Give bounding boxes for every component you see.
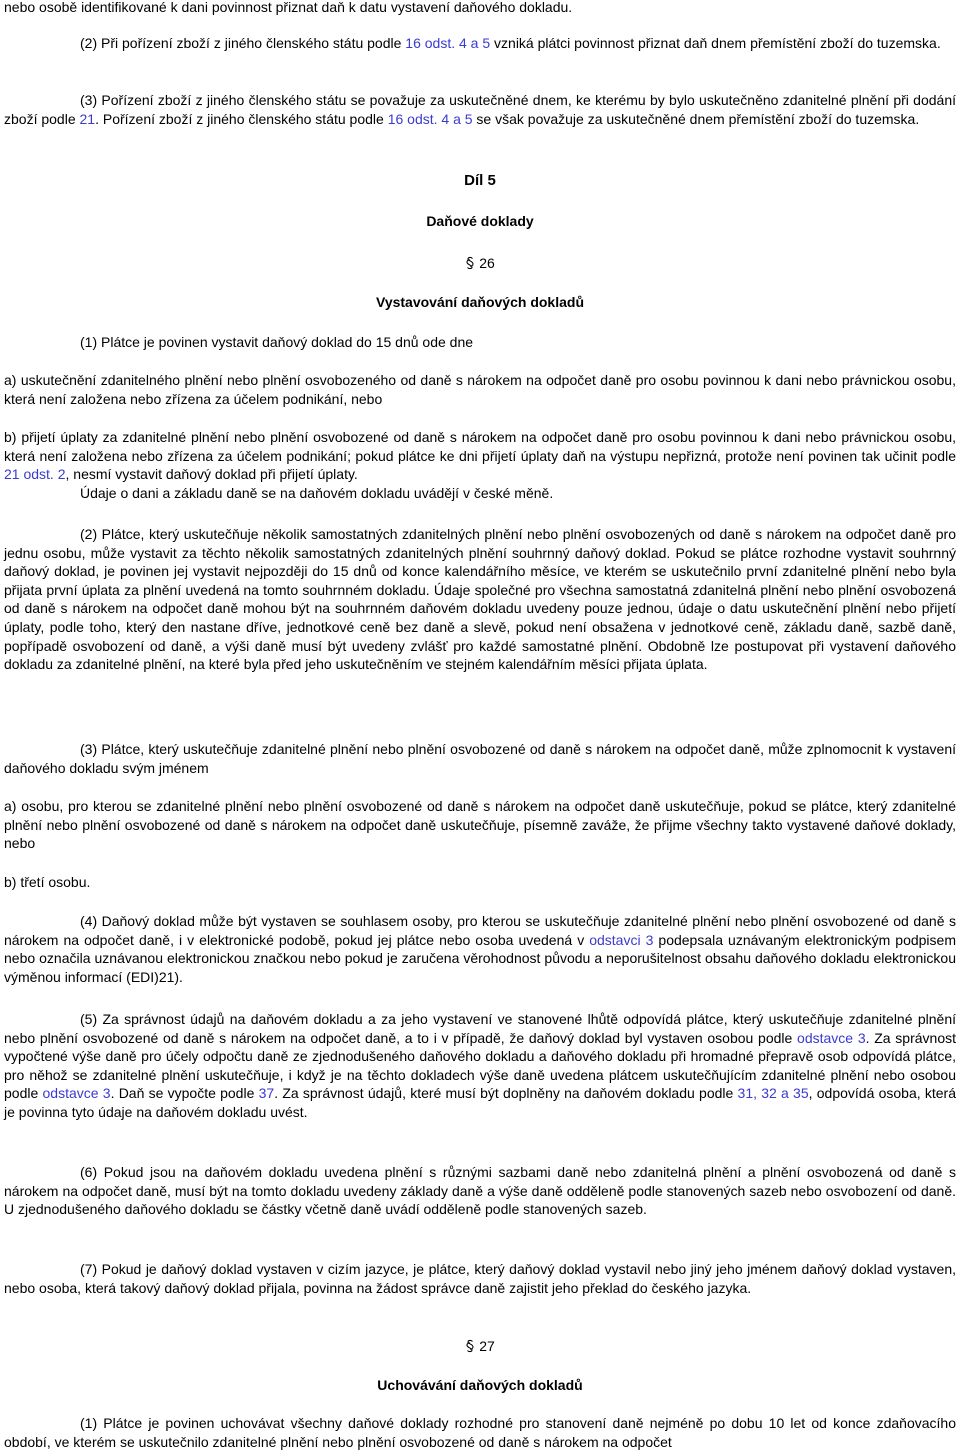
section-title: Uchovávání daňových dokladů: [377, 1377, 583, 1393]
link-text: 16 odst. 4 a 5: [405, 35, 491, 51]
link-text: 37: [258, 1085, 275, 1102]
link-text: 31, 32 a 35: [737, 1085, 809, 1102]
paragraph-ref-link[interactable]: [738, 1085, 809, 1101]
section-sign-icon: [465, 256, 475, 270]
text: podepsala uznávaným elektronickým podpisem nebo označila uznávanou elektronickou značkou nebo pokud je zaručena věrohodnost původu a neporušitelnost obsahu daňového dokladu elektronickou výměnou informací (EDI)21).: [4, 931, 956, 985]
text: . Za správnost vypočtené výše daně pro účely odpočtu daně ze zjednodušeného daňového dokladu a daňového dokladu při hromadné přepravě osob odpovídá plátce, pro něhož se zdanitelné plnění uskutečňuje, i když je na těchto dokladech výše daně uvedena plátcem uskutečňujícím zdanitelné plnění nebo osobou podle: [4, 1029, 957, 1102]
link-text: 21: [79, 110, 96, 127]
link-text: 21 odst. 2: [4, 466, 66, 483]
paragraph: [4, 525, 956, 674]
paragraph-ref-link[interactable]: [80, 111, 96, 127]
paragraph: [4, 1010, 956, 1122]
text: (1) Plátce je povinen vystavit daňový doklad do 15 dnů ode dne: [80, 334, 474, 350]
text: . Daň se vypočte podle: [110, 1085, 259, 1102]
section-title: Vystavování daňových dokladů: [376, 294, 584, 310]
paragraph: [4, 371, 956, 408]
link-text: odstavce 3: [42, 1085, 111, 1102]
section-number: [4, 254, 956, 273]
text: (3) Pořízení zboží z jiného členského státu se považuje za uskutečněné dnem, ke kterému by bylo uskutečněno zdanitelné plnění při dodání zboží podle: [4, 92, 956, 127]
paragraph: [4, 912, 956, 986]
text: (7) Pokud je daňový doklad vystaven v cizím jazyce, je plátce, který daňový doklad vystavil nebo jiný jeho jménem daňový doklad vystaven, nebo osoba, která takový daňový doklad přijala, povinna na žádost správce daně zajistit jeho překlad do českého jazyka.: [4, 1261, 956, 1296]
paragraph: [4, 740, 956, 777]
paragraph: [4, 91, 956, 128]
text: b) přijetí úplaty za zdanitelné plnění nebo plnění osvobozené od daně s nárokem na odpočet daně pro osobu povinnou k dani nebo právnickou osobu, která není založena nebo zřízena za účelem podnikání; pokud plátce ke dni přijetí úplaty daň na výstupu nepřiznά, protože není povinen tak učinit podle: [4, 429, 956, 464]
paragraph: [4, 0, 956, 17]
text: nebo osobě identifikované k dani povinnost přiznat daň k datu vystavení daňového dokladu.: [4, 0, 573, 15]
link-text: 16 odst. 4 a 5: [387, 110, 473, 127]
text: (2) Plátce, který uskutečňuje několik samostatných zdanitelných plnění nebo plnění osvobozených od daně s nárokem na odpočet daně pro jednu osobu, může vystavit za těchto několik samostatných zdanitelných plnění souhrnný daňový doklad. Pokud se plátce rozhodne vystavit souhrnný daňový doklad, je povinen jej vystavit nejpozději do 15 dnů od konce kalendářního měsíce, ve kterém se uskutečnilo první zdanitelné plnění nebo byla přijata první úplata za plnění uvedená na tomto souhrnném dokladu. Údaje společné pro všechna samostatná zdanitelná plnění nebo plnění osvobozená od daně s nárokem na odpočet daně mohou být na souhrnném daňovém dokladu uvedeny pouze jednou, údaje o datu uskutečnění plnění nebo přijetí úplaty, podle toho, který den nastane dříve, jednotkové ceně bez daně a slevě, pokud není obsažena v jednotkové ceně, základu daně, sazbě daně, popřípadě osvobození od daně, a výši daně musí být uvedeny zvlášť pro každé samostatné plnění. Obdobně lze postupovat při vystavení daňového dokladu za zdanitelné plnění, na které byla před jeho uskutečněním ve stejném kalendářním měsíci přijata úplata.: [4, 526, 956, 673]
section-number: [4, 1337, 956, 1356]
paragraph-ref-link[interactable]: [405, 35, 490, 51]
text: a) osobu, pro kterou se zdanitelné plnění nebo plnění osvobozené od daně s nárokem na odpočet daně uskutečňuje, pokud se plátce, který zdanitelné plnění nebo plnění osvobozené od daně s nárokem na odpočet daně uskutečňuje, písemně zaváže, že přijme všechny takto vystavené daňové doklady, nebo: [4, 798, 956, 852]
paragraph-ref-link[interactable]: [589, 932, 653, 948]
text: (1) Plátce je povinen uchovávat všechny daňové doklady rozhodné pro stanovení daně nejméně po dobu 10 let od konce zdaňovacího období, ve kterém se uskutečnilo zdanitelné plnění nebo plnění osvobozené od daně s nárokem na odpočet: [4, 1415, 956, 1450]
text: . Za správnost údajů, které musí být doplněny na daňovém dokladu podle: [274, 1085, 738, 1102]
paragraph-ref-link[interactable]: [43, 1085, 111, 1101]
text: b) třetí osobu.: [4, 874, 91, 890]
paragraph-ref-link[interactable]: [4, 466, 66, 482]
text: , odpovídá osoba, která je povinna tyto údaje na daňovém dokladu uvést.: [4, 1085, 957, 1120]
text: se však považuje za uskutečněné dnem přemístění zboží do tuzemska.: [472, 110, 920, 127]
text: vzniká plátci povinnost přiznat daň dnem přemístění zboží do tuzemska.: [490, 35, 941, 51]
paragraph: [4, 333, 956, 352]
text: (5) Za správnost údajů na daňovém dokladu a za jeho vystavení ve stanovené lhůtě odpovídá plátce, který uskutečňuje zdanitelné plnění nebo plnění osvobozené od daně s nárokem na odpočet daně, a to i v případě, že daňový doklad byl vystaven osobou podle: [4, 1011, 956, 1046]
section-number-text: 27: [479, 1338, 495, 1354]
section-number-text: 26: [479, 255, 495, 271]
paragraph-ref-link[interactable]: [797, 1030, 866, 1046]
paragraph: [4, 1163, 956, 1219]
text: (6) Pokud jsou na daňovém dokladu uvedena plnění s různými sazbami daně nebo zdanitelná plnění a plnění osvobozená od daně s nárokem na odpočet daně, musí být na tomto dokladu uvedeny základy daně a výše daně odděleně podle stanovených sazeb nebo osvobození od daně. U zjednodušeného daňového dokladu se částky včetně daně uvádí odděleně podle stanovených sazeb.: [4, 1164, 956, 1218]
paragraph: [4, 1260, 956, 1297]
part-title: Daňové doklady: [426, 213, 534, 229]
text: , nesmí vystavit daňový doklad při přijetí úplaty.: [65, 466, 358, 483]
text: (2) Při pořízení zboží z jiného členského státu podle: [80, 35, 406, 51]
text: a) uskutečnění zdanitelného plnění nebo plnění osvobozeného od daně s nárokem na odpočet daně pro osobu povinnou k dani nebo právnickou osobu, která není založena nebo zřízena za účelem podnikání, nebo: [4, 372, 956, 407]
paragraph-ref-link[interactable]: [259, 1085, 275, 1101]
link-text: odstavci 3: [589, 931, 654, 948]
text: (4) Daňový doklad může být vystaven se souhlasem osoby, pro kterou se uskutečňuje zdanitelné plnění nebo plnění osvobozené od daně s nárokem na odpočet daně, i v elektronické podobě, pokud jej plátce nebo osoba uvedená v: [4, 913, 956, 948]
paragraph-ref-link[interactable]: [388, 111, 473, 127]
paragraph: [4, 484, 956, 503]
part-heading: Díl 5: [464, 172, 496, 189]
paragraph: [4, 797, 956, 853]
link-text: odstavce 3: [797, 1029, 866, 1046]
text: Údaje o dani a základu daně se na daňovém dokladu uvádějí v české měně.: [80, 485, 554, 501]
paragraph: [4, 873, 956, 892]
text: (3) Plátce, který uskutečňuje zdanitelné plnění nebo plnění osvobozené od daně s nárokem na odpočet daně, může zplnomocnit k vystavení daňového dokladu svým jménem: [4, 741, 956, 776]
text: . Pořízení zboží z jiného členského státu podle: [95, 110, 388, 127]
paragraph: [4, 1414, 956, 1451]
section-sign-icon: [465, 1339, 475, 1353]
paragraph: [4, 34, 956, 53]
paragraph: [4, 428, 956, 484]
